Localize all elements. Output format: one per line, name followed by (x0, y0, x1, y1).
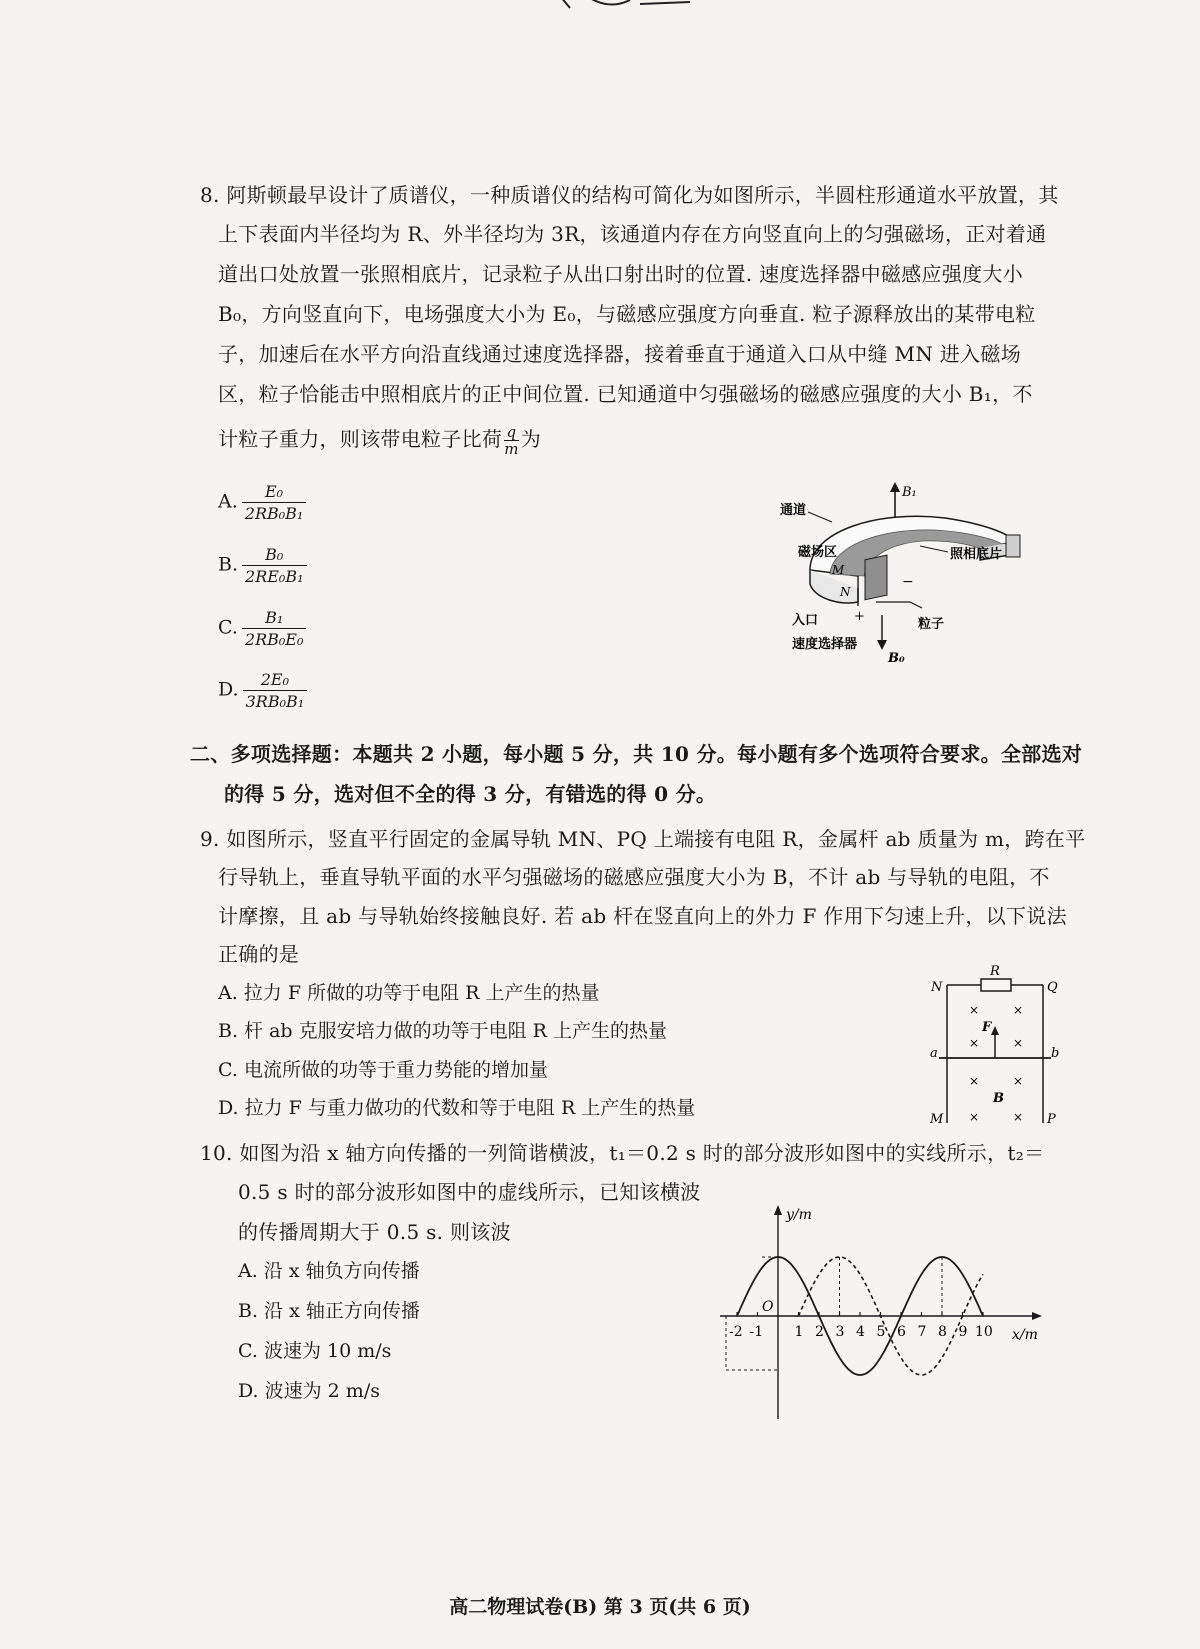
q10-option-d: D. 波速为 2 m/s (238, 1380, 380, 1402)
x-axis-arrowhead (1032, 1312, 1042, 1320)
page-footer: 高二物理试卷(B) 第 3 页(共 6 页) (449, 1596, 751, 1618)
photographic-film (1006, 535, 1020, 557)
origin-label: O (762, 1299, 774, 1315)
field-cross: × (1013, 1074, 1024, 1088)
option-letter: B. (218, 553, 239, 576)
field-cross: × (969, 1036, 980, 1050)
q9-line-2: 行导轨上，垂直导轨平面的水平匀强磁场的磁感应强度大小为 B，不计 ab 与导轨的电阻，不 (218, 865, 1050, 889)
field-cross: × (969, 1074, 980, 1088)
channel-label: 通道 (780, 503, 807, 518)
q8-line-7-suffix: 为 (520, 427, 542, 451)
q9-option-a: A. 拉力 F 所做的功等于电阻 R 上产生的热量 (218, 982, 600, 1004)
field-cross: × (969, 1110, 980, 1124)
q10-option-b: B. 沿 x 轴正方向传播 (238, 1300, 420, 1322)
q8-line-7 (218, 423, 541, 457)
q8-line-4: B₀，方向竖直向下，电场强度大小为 E₀，与磁感应强度方向垂直. 粒子源释放出的某带电粒 (218, 302, 1036, 326)
entrance-label: 入口 (792, 613, 819, 628)
x-tick-label: 6 (897, 1324, 906, 1340)
label-b: b (1051, 1046, 1060, 1061)
field-cross: × (1013, 1110, 1024, 1124)
x-axis-label: x/m (1012, 1327, 1038, 1343)
field-cross: × (1013, 1003, 1024, 1017)
q8-option-c (218, 608, 306, 649)
film-label: 照相底片 (950, 547, 1003, 562)
y-axis-label: y/m (786, 1207, 812, 1223)
fraction-numerator: 2E₀ (243, 670, 308, 691)
label-b-field: B (993, 1091, 1004, 1106)
x-tick-label: 1 (794, 1324, 804, 1340)
label-a: a (930, 1046, 938, 1061)
option-fraction (242, 608, 307, 649)
fraction-denominator: 3RB₀B₁ (245, 692, 305, 711)
q10-line-3: 的传播周期大于 0.5 s. 则该波 (238, 1220, 511, 1244)
fraction-denominator: 2RE₀B₁ (245, 567, 304, 586)
q8-line-2: 上下表面内半径均为 R、外半径均为 3R，该通道内存在方向竖直向上的匀强磁场，正对着通 (218, 222, 1047, 246)
option-letter: A. (218, 490, 238, 513)
y-axis-arrowhead (774, 1205, 782, 1215)
b0-label: B₀ (888, 651, 905, 666)
q8-option-a (218, 482, 306, 523)
x-tick-label: 4 (856, 1324, 865, 1340)
option-fraction (242, 482, 307, 523)
label-p: P (1047, 1112, 1056, 1127)
q8-option-d (218, 670, 307, 711)
label-q: Q (1047, 980, 1058, 995)
q8-option-b (218, 545, 307, 586)
x-tick-label: 7 (917, 1324, 927, 1340)
resistor (981, 979, 1011, 991)
fraction-denominator: 2RB₀B₁ (244, 504, 304, 523)
q8-line-5: 子，加速后在水平方向沿直线通过速度选择器，接着垂直于通道入口从中缝 MN 进入磁场 (218, 342, 1021, 366)
field-cross: × (969, 1003, 980, 1017)
plus-sign: + (854, 609, 865, 624)
option-letter: C. (218, 616, 238, 639)
label-m: M (832, 563, 845, 577)
ratio-numerator: q (504, 424, 519, 441)
label-n: N (931, 980, 943, 995)
q10-line-1: 10. 如图为沿 x 轴方向传播的一列简谐横波，t₁＝0.2 s 时的部分波形如图中的实线所示，t₂＝ (200, 1141, 1045, 1165)
fraction-numerator: B₁ (242, 608, 307, 629)
b0-arrowhead (877, 640, 887, 650)
q9-line-3: 计摩擦，且 ab 与导轨始终接触良好. 若 ab 杆在竖直向上的外力 F 作用下匀速上升，以下说法 (218, 904, 1067, 928)
label-r: R (990, 965, 1000, 979)
rail-circuit-figure (925, 965, 1070, 1135)
q8-line-3: 道出口处放置一张照相底片，记录粒子从出口射出时的位置. 速度选择器中磁感应强度大小 (218, 262, 1024, 286)
b1-label: B₁ (902, 485, 917, 500)
header-handwriting-mark (540, 0, 730, 12)
velocity-selector-label: 速度选择器 (792, 637, 858, 652)
option-fraction (242, 545, 307, 586)
q8-line-1: 8. 阿斯顿最早设计了质谱仪，一种质谱仪的结构可简化为如图所示，半圆柱形通道水平放置，其 (200, 183, 1059, 207)
label-f: F (982, 1020, 992, 1035)
wave-figure (720, 1205, 1050, 1425)
fraction-numerator: B₀ (242, 545, 307, 566)
label-n: N (840, 585, 851, 599)
particle-label: 粒子 (918, 617, 945, 632)
x-tick-label: 3 (835, 1324, 845, 1340)
charge-mass-ratio (504, 424, 519, 457)
q8-line-7-prefix: 计粒子重力，则该带电粒子比荷 (218, 427, 503, 451)
force-arrowhead (991, 1026, 999, 1035)
q9-line-4: 正确的是 (218, 942, 300, 966)
option-fraction (243, 670, 308, 711)
option-letter: D. (218, 678, 239, 701)
q9-option-c: C. 电流所做的功等于重力势能的增加量 (218, 1059, 548, 1081)
q10-option-c: C. 波速为 10 m/s (238, 1340, 392, 1362)
fraction-denominator: 2RB₀E₀ (244, 630, 304, 649)
field-cross: × (1013, 1036, 1024, 1050)
x-tick-label: 8 (938, 1324, 947, 1340)
ratio-denominator: m (504, 440, 519, 458)
section-2-heading: 二、多项选择题：本题共 2 小题，每小题 5 分，共 10 分。每小题有多个选项符合要求。全部选对 (190, 742, 1083, 766)
label-m: M (930, 1112, 944, 1127)
q9-option-b: B. 杆 ab 克服安培力做的功等于电阻 R 上产生的热量 (218, 1020, 667, 1042)
q9-option-d: D. 拉力 F 与重力做功的代数和等于电阻 R 上产生的热量 (218, 1097, 696, 1119)
q8-line-6: 区，粒子恰能击中照相底片的正中间位置. 已知通道中匀强磁场的磁感应强度的大小 B₁，不 (218, 382, 1033, 406)
q10-line-2: 0.5 s 时的部分波形如图中的虚线所示，已知该横波 (238, 1180, 701, 1204)
field-region-label: 磁场区 (798, 545, 838, 560)
q10-option-a: A. 沿 x 轴负方向传播 (238, 1260, 420, 1282)
x-tick-label: 5 (876, 1324, 886, 1340)
fraction-numerator: E₀ (242, 482, 307, 503)
velocity-selector-plate (865, 555, 887, 600)
x-tick-label: -1 (749, 1324, 764, 1340)
q9-line-1: 9. 如图所示，竖直平行固定的金属导轨 MN、PQ 上端接有电阻 R，金属杆 ab 质量为 m，跨在平 (200, 827, 1086, 851)
x-tick-label: 2 (815, 1324, 824, 1340)
minus-sign: − (902, 574, 914, 590)
b1-arrowhead (890, 482, 900, 492)
section-2-note: 的得 5 分，选对但不全的得 3 分，有错选的得 0 分。 (224, 782, 717, 806)
x-tick-label: 10 (975, 1324, 993, 1340)
x-tick-label: 9 (958, 1324, 968, 1340)
mass-spectrometer-figure (770, 480, 1100, 685)
x-tick-label: -2 (729, 1324, 743, 1340)
